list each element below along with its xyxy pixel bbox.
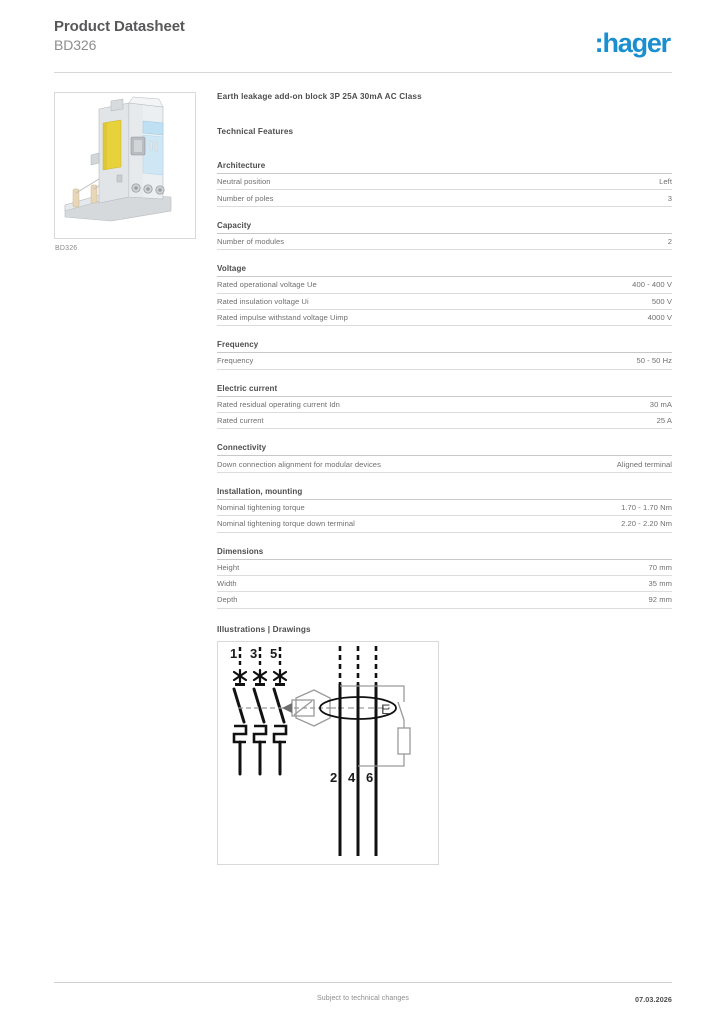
table-row [217,413,672,429]
spec-label: Nominal tightening torque down terminal [217,516,445,532]
table-row [217,174,672,190]
terminal-label-4: 4 [348,769,356,785]
spec-value: 25 A [445,413,673,429]
spec-table [217,234,672,250]
spec-table [217,353,672,369]
spec-table [217,456,672,472]
hager-logo: :hager [594,28,670,58]
table-row [217,575,672,591]
spec-table [217,500,672,533]
spec-group [217,547,672,609]
spec-table [217,560,672,609]
spec-value: 50 - 50 Hz [445,353,673,369]
spec-group [217,161,672,207]
table-row [217,592,672,608]
table-row [217,234,672,250]
spec-label: Frequency [217,353,445,369]
wiring-diagram-svg [218,642,436,862]
spec-label: Depth [217,592,445,608]
spec-table [217,174,672,207]
spec-label: Nominal tightening torque [217,500,445,516]
spec-value: 1.70 - 1.70 Nm [445,500,673,516]
spec-group-heading: Connectivity [217,443,672,456]
spec-label: Rated impulse withstand voltage Uimp [217,309,445,325]
spec-label: Down connection alignment for modular devices [217,456,445,472]
spec-value: 4000 V [445,309,673,325]
spec-value: 2 [445,234,673,250]
spec-value: 2.20 - 2.20 Nm [445,516,673,532]
table-row [217,500,672,516]
spec-label: Rated current [217,413,445,429]
terminal-label-5: 5 [270,645,278,661]
spec-group [217,384,672,430]
spec-label: Height [217,560,445,576]
spec-value: 30 mA [445,397,673,413]
spec-group-heading: Dimensions [217,547,672,560]
page-header [54,18,670,70]
header-divider [54,72,672,73]
spec-label: Width [217,575,445,591]
spec-label: Neutral position [217,174,445,190]
product-description: Earth leakage add-on block 3P 25A 30mA AC Class [217,92,422,101]
page-subtitle: BD326 [54,37,97,53]
terminal-label-2: 2 [330,769,338,785]
product-image-caption: BD326 [55,245,78,252]
table-row [217,277,672,293]
spec-value: 70 mm [445,560,673,576]
spec-label: Rated operational voltage Ue [217,277,445,293]
terminal-label-6: 6 [366,769,374,785]
spec-label: Rated residual operating current Idn [217,397,445,413]
table-row [217,190,672,206]
spec-value: 400 - 400 V [445,277,673,293]
table-row [217,397,672,413]
test-button-label: E [381,700,391,717]
wiring-diagram [217,641,439,865]
spec-value: Aligned terminal [445,456,673,472]
product-image [54,92,196,239]
spec-group-heading: Electric current [217,384,672,397]
spec-group [217,340,672,369]
spec-value: 92 mm [445,592,673,608]
illustrations-title: Illustrations | Drawings [217,624,311,634]
spec-group-heading: Frequency [217,340,672,353]
table-row [217,456,672,472]
terminal-label-1: 1 [230,645,238,661]
spec-group-heading: Voltage [217,264,672,277]
table-row [217,516,672,532]
spec-value: 35 mm [445,575,673,591]
terminal-label-3: 3 [250,645,258,661]
spec-group-heading: Architecture [217,161,672,174]
spec-table [217,277,672,326]
spec-label: Number of poles [217,190,445,206]
spec-value: 3 [445,190,673,206]
spec-group-heading: Capacity [217,221,672,234]
spec-label: Number of modules [217,234,445,250]
spec-group [217,221,672,250]
table-row [217,353,672,369]
spec-table [217,397,672,430]
spec-group [217,487,672,533]
main-content [217,92,672,865]
spec-group [217,264,672,326]
spec-group-heading: Installation, mounting [217,487,672,500]
footer-date: 07.03.2026 [635,995,672,1004]
spec-value: 500 V [445,293,673,309]
spec-label: Rated insulation voltage Ui [217,293,445,309]
table-row [217,293,672,309]
technical-features-title: Technical Features [217,127,294,136]
table-row [217,309,672,325]
spec-group [217,443,672,472]
footer-note: Subject to technical changes [317,995,409,1002]
table-row [217,560,672,576]
spec-value: Left [445,174,673,190]
page-title: Product Datasheet [54,18,185,35]
product-photo-svg [55,93,193,236]
spec-group-list [217,161,672,609]
page-footer [54,995,672,1009]
footer-divider [54,982,672,983]
